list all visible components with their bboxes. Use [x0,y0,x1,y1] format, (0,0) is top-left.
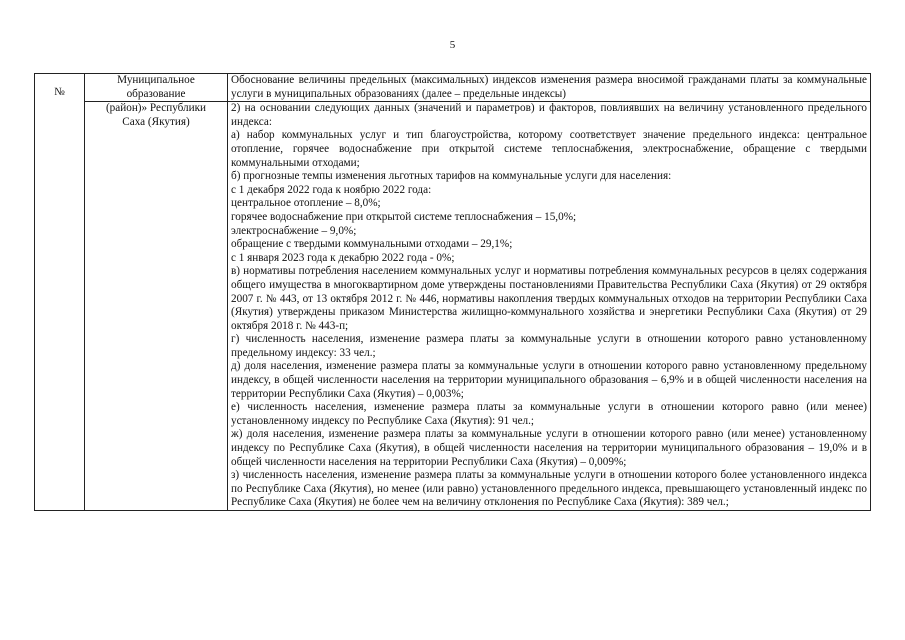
paragraph: обращение с твердыми коммунальными отходами – 29,1%; [231,238,513,251]
municipality-header-line: образование [126,87,186,100]
page-number: 5 [449,39,456,51]
justification-column-header: Обоснование величины предельных (максимальных) индексов изменения размера вносимой гражданами платы за коммунальные услуги в муниципальных образованиях (далее – предельные индексы) [228,74,871,102]
paragraph: г) численность населения, изменение размера платы за коммунальные услуги в отношении которого равно установленному предельному индексу: 33 чел.; [231,333,867,359]
municipality-cell [85,102,228,511]
paragraph: з) численность населения, изменение размера платы за коммунальные услуги в отношении которого более установленного индекса по Республике Саха (Якутия), но менее (или равно) установленного предельного индекса, превышающего установленный индекс по Республике Саха (Якутия) не более чем на величину отклонения по Республике Саха (Якутия): 389 чел.; [231,469,867,509]
paragraph: с 1 января 2023 года к декабрю 2022 года - 0%; [231,251,455,264]
paragraph: ж) доля населения, изменение размера платы за коммунальные услуги в отношении которого равно (или менее) установленному индексу по Республике Саха (Якутия), в общей численности населения на территории муниципального образования – 19,0% и в общей численности населения на территории Республики Саха (Якутия) – 0,009%; [231,428,867,468]
table-header-row [35,74,871,102]
municipality-header-line: Муниципальное [117,74,195,86]
paragraph: с 1 декабря 2022 года к ноябрю 2022 года: [231,183,432,196]
table-row [35,102,871,511]
paragraph: 2) на основании следующих данных (значений и параметров) и факторов, повлиявших на величину установленного предельного индекса: [231,102,867,128]
municipality-name-line: (район)» Республики [105,102,207,115]
paragraph: д) доля населения, изменение размера платы за коммунальные услуги в отношении которого равно установленному предельному индексу, в общей численности населения на территории муниципального образования – 6,9% и в общей численности населения на территории Республики Саха (Якутия) – 0,003%; [231,360,867,400]
paragraph: центральное отопление – 8,0%; [231,197,381,210]
paragraph: электроснабжение – 9,0%; [231,224,357,237]
justification-cell [228,102,871,511]
paragraph: в) нормативы потребления населением коммунальных услуг и нормативы потребления коммунальных ресурсов в целях содержания общего имущества в многоквартирном доме утверждены постановлениями Правительства Республики Саха (Якутия) от 29 октября 2007 г. № 443, от 13 октября 2012 г. № 446, нормативы накопления твердых коммунальных отходов на территории Республики Саха (Якутия) утверждены приказом Министерства жилищно-коммунального хозяйства и энергетики Республики Саха (Якутия) от 29 октября 2018 г. № 443-п; [231,265,867,332]
paragraph: горячее водоснабжение при открытой системе теплоснабжения – 15,0%; [231,210,577,223]
paragraph: б) прогнозные темпы изменения льготных тарифов на коммунальные услуги для населения: [231,170,672,183]
paragraph: а) набор коммунальных услуг и тип благоустройства, которому соответствует значение предельного индекса: центральное отопление, горячее водоснабжение при открытой системе теплоснабжения, электроснабжение, обращение с твердыми коммунальными отходами; [231,129,867,169]
municipality-name-line: Саха (Якутия) [122,115,190,128]
paragraph: е) численность населения, изменение размера платы за коммунальные услуги в отношении которого равно (или менее) установленному индексу по Республике Саха (Якутия): 91 чел.; [231,401,867,427]
number-column-header: № [35,74,85,511]
municipality-column-header [85,74,228,102]
tariff-justification-table [34,73,871,511]
